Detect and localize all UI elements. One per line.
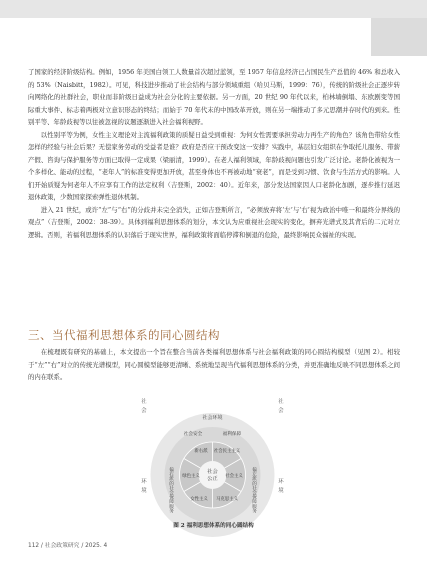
figure-label-left-bottom: 环境 (141, 479, 147, 494)
segment-green: 绿色主义 (182, 474, 200, 479)
figure-label-left-top: 社会 (141, 399, 147, 414)
section-title: 三、当代福利思想体系的同心圆结构 (28, 328, 220, 342)
figure-label-right-bottom: 环境 (278, 479, 284, 494)
top-header-band (0, 0, 427, 18)
ring-right-label: 偏左派的社会保障服务 (251, 467, 257, 513)
core-label-1: 社会 (207, 469, 218, 475)
figure-label-right-top: 社会 (278, 399, 284, 414)
paragraph: 了国家的经济阶级结构。例如，1956 年美国白领工人数量首次超过蓝领，至 1957 年信息经济已占国民生产总值的 46% 和总收入的 53%（Naisbitt，1982）。可见，科技进步推动了社会结构与部分领域重组（哈贝马斯，1999：76），传统的阶级社会正逐步转向网络化的社群社会，职业而非阶级日益成为社会分化的主要依据。另一方面，20 世纪 90 年代以来，柏林墙倒塌、东欧剧变等国际重大事件、标志着两极对立意识形态的终结；而始于 70 年代末的中国改革开放，则在另一端推动了多元思潮并存时代的到来。性别平等、年龄歧视等以往被忽视的议题逐渐进入社会福利视野。 (28, 68, 400, 126)
segment-feminism: 女性主义 (190, 497, 208, 502)
concentric-circle-diagram (131, 405, 294, 568)
segment-marxism: 马克思主义 (216, 497, 238, 502)
segment-social-democracy: 社会民主主义 (213, 449, 241, 454)
ring-top-left-label: 社会安全 (183, 432, 203, 437)
page-footer: 112 / 社会政策研究 / 2025. 4 (28, 543, 108, 549)
corner-decoration (371, 18, 427, 56)
paragraph: 以性别平等为例，女性主义理论对主流福利政策的质疑日益受到重视：为何女性需要承担劳动力再生产的角色？该角色带给女性怎样的经验与社会后果？无偿家务劳动的受益者是谁？政府是否应干预改变这一安排？实践中，基层妇女组织在争取托儿服务、带薪产假、咨询与保护服务等方面已取得一定成果（梁丽清，1999）。在老人福利领域，年龄歧视问题也引发广泛讨论。老龄化被视为一个多样化、能动的过程，“老年人”的标准变得更加开放，甚至身体也不再被动地“衰老”，而是受到习惯、饮食与生活方式的影响。人们开始质疑为何老年人不应享有工作的法定权利（吉登斯，2002：40）。近年来，部分发达国家因人口老龄化加剧，逐步推行延迟退休政策，少数国家探索弹性退休机制。 (28, 130, 400, 201)
segment-new-right: 新右派 (194, 449, 208, 454)
paragraph: 在梳理既有研究的基础上，本文提出一个旨在整合当前各类福利思想体系与社会福利政策的同心圆结构模型（见图 2）。相较于“左”“右”对立的传统光谱模型，同心圆模型能够更清晰、系统地呈现当代福利思想体系的分类，并更准确地反映不同思想体系之间的内在联系。 (28, 348, 400, 381)
ring-left-label: 偏右派的社会保障服务 (168, 467, 174, 513)
figure-caption: 图 2 福利思想体系的同心圆结构 (173, 523, 254, 529)
paragraph: 进入 21 世纪，或许“左”与“右”的分歧并未完全消失，正如吉登斯所言，“必须放弃将‘左’与‘右’视为政治中唯一和最终分界线的观点”（吉登斯，2002：38-39）。具体到福利思想体系的划分，本文认为应重视社会现实的变化，摒弃光谱式及其背后的二元对立逻辑。否则，若福利思想体系的认识落后于现实世界，福利政策将面临停滞和倒退的危险，最终影响民众福祉的实现。 (28, 205, 400, 239)
text-block-2 (28, 346, 400, 384)
text-block-1 (28, 66, 400, 241)
core-circle (199, 461, 227, 489)
ring-top-right-label: 福利保障 (222, 432, 242, 437)
core-label-2: 公正 (207, 476, 218, 482)
outer-top-label: 社会环境 (202, 415, 223, 421)
segment-socialism: 社会主义 (225, 474, 243, 479)
